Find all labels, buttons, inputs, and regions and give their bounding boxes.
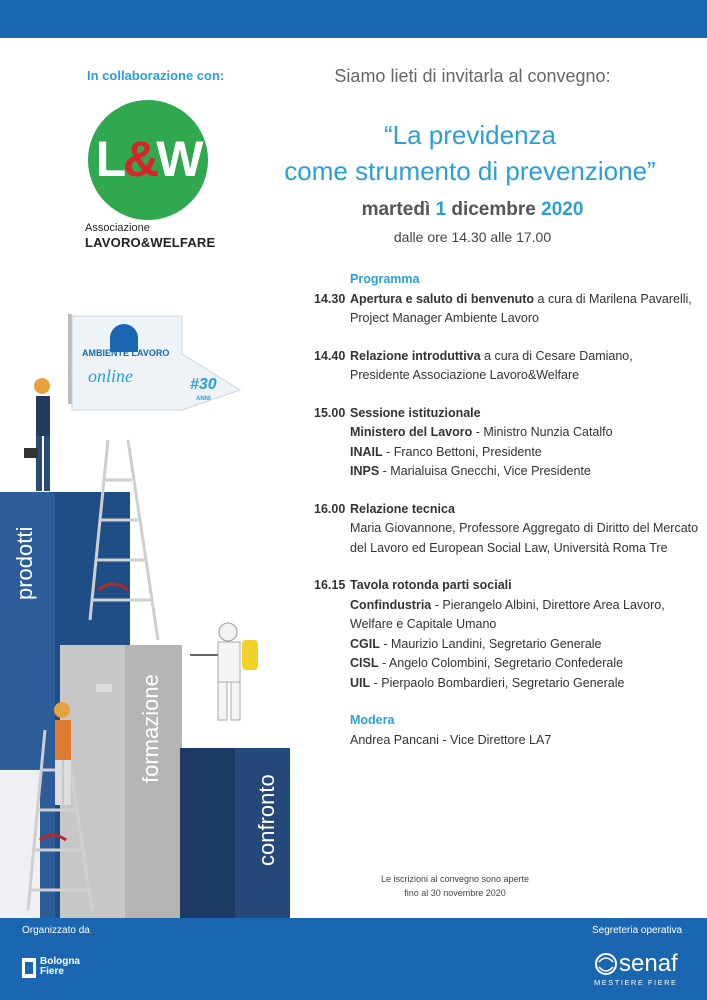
item-time: 16.15 — [314, 578, 346, 592]
item-title: Relazione introduttiva — [350, 348, 481, 363]
program — [314, 270, 704, 750]
label-formazione: formazione — [138, 674, 163, 783]
organizer-logo: Bologna Fiere — [40, 956, 80, 977]
moderator-name: Andrea Pancani - Vice Direttore LA7 — [350, 732, 552, 747]
event-title — [240, 117, 700, 189]
senaf-subtitle: MESTIERE FIERE — [594, 978, 678, 987]
program-item — [314, 404, 704, 424]
program-item — [314, 347, 704, 367]
senaf-logo-text: senaf — [619, 950, 678, 977]
secretariat-label: Segreteria operativa — [592, 925, 683, 936]
item-line: Ministero del Lavoro - Ministro Nunzia Catalfo — [350, 425, 613, 439]
item-title: Sessione istituzionale — [350, 405, 481, 420]
item-line: del Lavoro ed European Social Law, Università Roma Tre — [350, 540, 668, 555]
registration-note: Le iscrizioni al convegno sono aperte fino al 30 novembre 2020 — [380, 874, 530, 898]
collaboration-label: In collaborazione con: — [87, 68, 225, 83]
date-month: dicembre — [451, 199, 536, 220]
item-line: INPS - Marialuisa Gnecchi, Vice Presidente — [350, 464, 591, 478]
item-time: 14.30 — [314, 291, 346, 306]
flag-title: AMBIENTE LAVORO — [82, 348, 170, 358]
event-date — [300, 199, 645, 221]
program-item — [314, 500, 704, 520]
date-num: 1 — [435, 199, 447, 220]
intro-text: Siamo lieti di invitarla al convegno: — [334, 66, 611, 86]
item-line: INAIL - Franco Bettoni, Presidente — [350, 444, 542, 459]
date-day: martedì — [361, 199, 431, 220]
item-time: 14.40 — [314, 348, 346, 363]
item-line: Project Manager Ambiente Lavoro — [350, 311, 539, 325]
item-title: Apertura e saluto di benvenuto — [350, 291, 535, 306]
moderator-label: Modera — [350, 713, 395, 727]
item-line: Maria Giovannone, Professore Aggregato di Diritto del Mercato — [350, 521, 699, 535]
item-line: UIL - Pierpaolo Bombardieri, Segretario Generale — [350, 675, 625, 690]
item-line: Presidente Associazione Lavoro&Welfare — [350, 368, 580, 382]
item-time: 15.00 — [314, 405, 346, 420]
date-year: 2020 — [541, 199, 584, 220]
item-title: Relazione tecnica — [350, 501, 455, 516]
program-heading: Programma — [350, 272, 420, 286]
item-text: a cura di Marilena Pavarelli, — [534, 291, 692, 306]
flag-online: online — [88, 366, 133, 386]
item-line: Confindustria - Pierangelo Albini, Direttore Area Lavoro, — [350, 597, 665, 612]
flag-30: #30 — [190, 376, 217, 393]
program-item — [314, 576, 704, 596]
event-time: dalle ore 14.30 alle 17.00 — [393, 229, 552, 245]
assoc-name: LAVORO&WELFARE — [85, 235, 216, 250]
item-text: a cura di Cesare Damiano, — [480, 348, 633, 363]
lw-logo-text: L&W — [95, 131, 201, 187]
label-prodotti: prodotti — [12, 526, 37, 600]
item-line: Welfare e Capitale Umano — [350, 617, 497, 631]
flag-anni: ANNI — [196, 396, 211, 402]
organized-label: Organizzato da — [22, 925, 90, 936]
lw-logo — [88, 100, 208, 220]
label-confronto: confronto — [254, 774, 279, 866]
assoc-small-label: Associazione — [85, 222, 150, 234]
program-item — [314, 290, 704, 310]
illustration — [0, 300, 300, 918]
item-line: CGIL - Maurizio Landini, Segretario Generale — [350, 636, 602, 651]
title-line-2: come strumento di prevenzione” — [284, 156, 656, 186]
item-time: 16.00 — [314, 501, 346, 516]
item-title: Tavola rotonda parti sociali — [350, 578, 512, 592]
top-bar — [0, 0, 707, 38]
item-line: CISL - Angelo Colombini, Segretario Confederale — [350, 656, 624, 670]
title-line-1: “La previdenza — [384, 120, 556, 150]
